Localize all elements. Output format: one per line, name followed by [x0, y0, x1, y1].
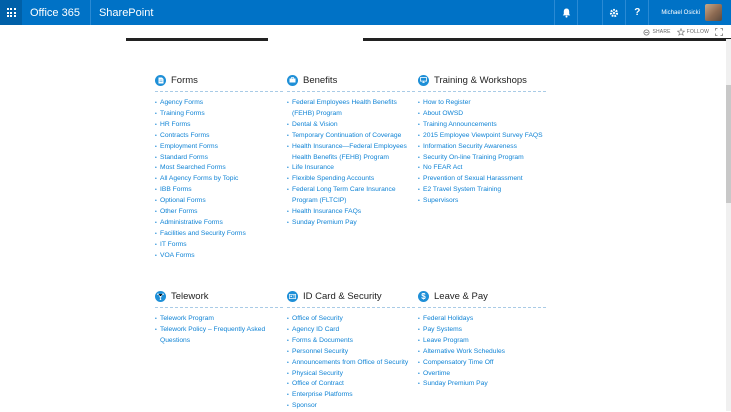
list-item[interactable]: • Administrative Forms [155, 218, 283, 229]
list-item[interactable]: • Security On-line Training Program [418, 153, 546, 164]
list-item[interactable]: • Agency Forms [155, 98, 283, 109]
focus-button[interactable] [715, 28, 725, 36]
id-card-section [287, 288, 415, 412]
list-item[interactable]: • Life Insurance [287, 163, 415, 174]
list-item[interactable]: • Federal Holidays [418, 314, 546, 325]
benefits-section [287, 72, 415, 229]
list-item[interactable]: • Employment Forms [155, 142, 283, 153]
list-item[interactable]: • Physical Security [287, 369, 415, 380]
list-item[interactable]: • VOA Forms [155, 251, 283, 262]
list-item[interactable]: • About OWSD [418, 109, 546, 120]
network-icon [155, 291, 166, 302]
list-item[interactable]: • Sponsor [287, 401, 415, 412]
training-section [418, 72, 546, 207]
section-header [155, 288, 283, 308]
list-item[interactable]: • IT Forms [155, 240, 283, 251]
list-item[interactable]: • HR Forms [155, 120, 283, 131]
empty-slot [577, 0, 602, 25]
section-title: Telework [171, 290, 209, 302]
list-item[interactable]: • IBB Forms [155, 185, 283, 196]
list-item[interactable]: • How to Register [418, 98, 546, 109]
section-header [418, 288, 546, 308]
star-icon [677, 28, 685, 36]
list-item[interactable]: • Training Forms [155, 109, 283, 120]
section-title: Training & Workshops [434, 74, 527, 86]
link-list [287, 314, 415, 412]
list-item[interactable]: • 2015 Employee Viewpoint Survey FAQS [418, 131, 546, 142]
bell-icon[interactable] [554, 0, 577, 25]
link-list [418, 98, 546, 207]
presentation-icon [418, 75, 429, 86]
link-list [155, 314, 283, 347]
list-item[interactable]: • Temporary Continuation of Coverage [287, 131, 415, 142]
list-item[interactable]: • Other Forms [155, 207, 283, 218]
list-item[interactable]: • Optional Forms [155, 196, 283, 207]
section-header [287, 72, 415, 92]
dollar-icon: $ [418, 291, 429, 302]
section-title: ID Card & Security [303, 290, 382, 302]
scrollbar[interactable] [726, 39, 731, 411]
section-header [287, 288, 415, 308]
list-item[interactable]: • Office of Security [287, 314, 415, 325]
share-icon [643, 29, 650, 36]
link-list [155, 98, 283, 262]
list-item[interactable]: • Sunday Premium Pay [418, 379, 546, 390]
briefcase-icon [287, 75, 298, 86]
document-icon [155, 75, 166, 86]
section-header [155, 72, 283, 92]
list-item[interactable]: • Contracts Forms [155, 131, 283, 142]
list-item[interactable]: • Federal Long Term Care Insurance Program (FLTCIP) [287, 185, 415, 207]
list-item[interactable]: • Sunday Premium Pay [287, 218, 415, 229]
list-item[interactable]: • Health Insurance FAQs [287, 207, 415, 218]
help-icon[interactable]: ? [625, 0, 648, 25]
focus-icon [715, 28, 723, 36]
list-item[interactable]: • Overtime [418, 369, 546, 380]
list-item[interactable]: • Dental & Vision [287, 120, 415, 131]
list-item[interactable]: • Standard Forms [155, 153, 283, 164]
list-item[interactable]: • Pay Systems [418, 325, 546, 336]
id-card-icon [287, 291, 298, 302]
list-item[interactable]: • Information Security Awareness [418, 142, 546, 153]
section-header [418, 72, 546, 92]
list-item[interactable]: • Compensatory Time Off [418, 358, 546, 369]
scrollbar-thumb[interactable] [726, 85, 731, 203]
follow-label: FOLLOW [686, 29, 709, 35]
header-divider-right [363, 38, 731, 41]
telework-section [155, 288, 283, 347]
list-item[interactable]: • E2 Travel System Training [418, 185, 546, 196]
sharepoint-link[interactable]: SharePoint [98, 6, 154, 19]
list-item[interactable]: • Leave Program [418, 336, 546, 347]
header-divider-left [126, 38, 268, 41]
action-bar [0, 25, 731, 39]
forms-section [155, 72, 283, 262]
list-item[interactable]: • Alternative Work Schedules [418, 347, 546, 358]
user-name: Michael Osicki [661, 9, 700, 16]
list-item[interactable]: • Federal Employees Health Benefits (FEHB) Program [287, 98, 415, 120]
link-list [418, 314, 546, 390]
gear-icon[interactable] [602, 0, 625, 25]
list-item[interactable]: • No FEAR Act [418, 163, 546, 174]
share-label: SHARE [652, 29, 671, 35]
list-item[interactable]: • Agency ID Card [287, 325, 415, 336]
user-menu[interactable] [648, 0, 731, 25]
link-list [287, 98, 415, 229]
follow-button[interactable] [677, 28, 709, 36]
list-item[interactable]: • Prevention of Sexual Harassment [418, 174, 546, 185]
divider [90, 0, 91, 25]
list-item[interactable]: • Supervisors [418, 196, 546, 207]
list-item[interactable]: • Flexible Spending Accounts [287, 174, 415, 185]
list-item[interactable]: • Most Searched Forms [155, 163, 283, 174]
waffle-icon[interactable] [0, 0, 22, 25]
list-item[interactable]: • Telework Program [155, 314, 283, 325]
list-item[interactable]: • Forms & Documents [287, 336, 415, 347]
leave-pay-section [418, 288, 546, 390]
list-item[interactable]: • Training Announcements [418, 120, 546, 131]
list-item[interactable]: • Telework Policy – Frequently Asked Questions [155, 325, 283, 347]
list-item[interactable]: • Announcements from Office of Security [287, 358, 415, 369]
list-item[interactable]: • Office of Contract [287, 379, 415, 390]
share-button[interactable] [643, 29, 670, 36]
list-item[interactable]: • Enterprise Platforms [287, 390, 415, 401]
list-item[interactable]: • Health Insurance—Federal Employees Health Benefits (FEHB) Program [287, 142, 415, 164]
section-title: Forms [171, 74, 198, 86]
section-title: Benefits [303, 74, 338, 86]
list-item[interactable]: • All Agency Forms by Topic [155, 174, 283, 185]
suite-bar [0, 0, 731, 25]
list-item[interactable]: • Facilities and Security Forms [155, 229, 283, 240]
office365-link[interactable]: Office 365 [30, 6, 80, 19]
list-item[interactable]: • Personnel Security [287, 347, 415, 358]
avatar[interactable] [705, 4, 722, 21]
section-title: Leave & Pay [434, 290, 488, 302]
